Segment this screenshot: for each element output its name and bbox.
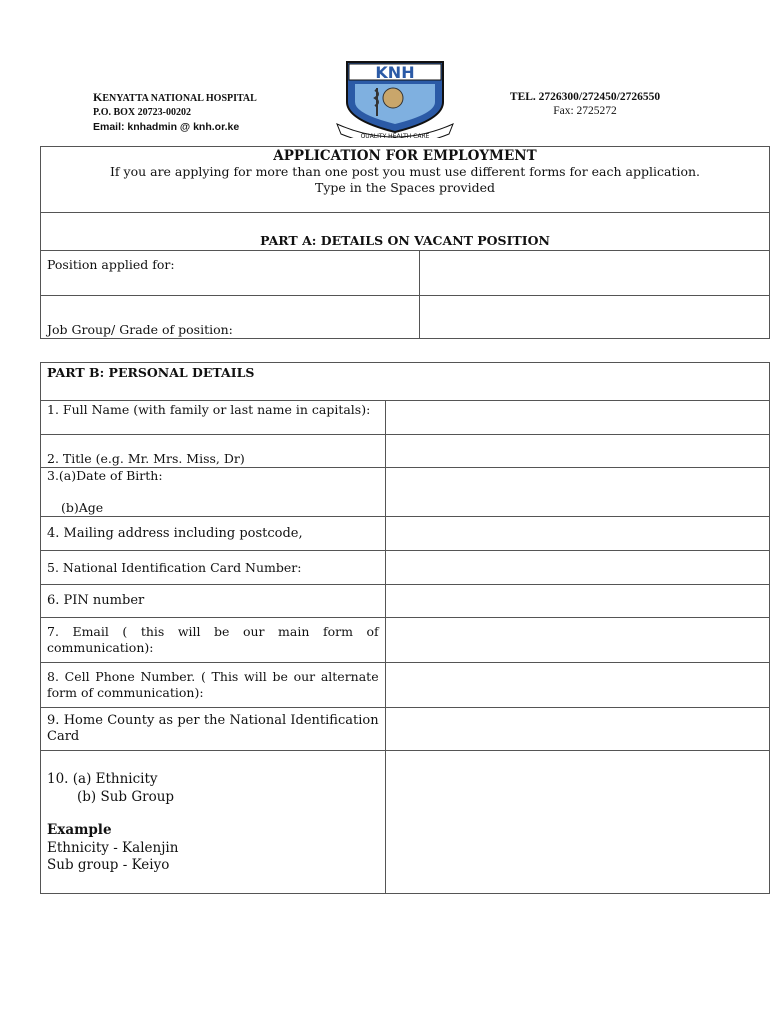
mailing-address-input[interactable] xyxy=(385,517,769,551)
position-input[interactable] xyxy=(420,251,770,296)
knh-logo xyxy=(335,58,455,138)
email-input[interactable] xyxy=(385,618,769,663)
ethnicity-input[interactable] xyxy=(385,751,769,894)
county-input[interactable] xyxy=(385,708,769,751)
pin-input[interactable] xyxy=(385,585,769,618)
hospital-email: Email: knhadmin @ knh.or.ke xyxy=(93,121,240,133)
cell-phone-label: 8. Cell Phone Number. ( This will be our alternate form of communication): xyxy=(41,663,386,708)
pin-label: 6. PIN number xyxy=(41,585,386,618)
contact-block xyxy=(500,90,670,118)
fax: Fax: 2725272 xyxy=(553,105,617,117)
position-label: Position applied for: xyxy=(41,251,420,296)
dob-label: 3.(a)Date of Birth: xyxy=(47,468,163,483)
age-label: (b)Age xyxy=(61,500,104,515)
form-instruction: If you are applying for more than one post you must use different forms for each application. xyxy=(109,164,701,179)
dob-age-label xyxy=(41,468,386,517)
po-box: P.O. BOX 20723-00202 xyxy=(93,107,191,118)
example-label: Example xyxy=(47,822,112,838)
part-a-heading: PART A: DETAILS ON VACANT POSITION xyxy=(41,213,770,251)
cell-phone-input[interactable] xyxy=(385,663,769,708)
form-header-table xyxy=(40,146,770,339)
part-b-heading: PART B: PERSONAL DETAILS xyxy=(41,363,770,401)
ethnicity-label-text: 10. (a) Ethnicity xyxy=(47,771,158,787)
ethnicity-label xyxy=(41,751,386,894)
telephone: TEL. 2726300/272450/2726550 xyxy=(509,91,661,103)
form-instruction-2: Type in the Spaces provided xyxy=(314,180,495,195)
form-title-cell xyxy=(41,147,770,213)
personal-details-table xyxy=(40,362,770,894)
example-subgroup: Sub group - Keiyo xyxy=(47,857,170,873)
full-name-input[interactable] xyxy=(385,401,769,435)
hospital-address-block xyxy=(93,90,257,134)
mailing-address-label: 4. Mailing address including postcode, xyxy=(41,517,386,551)
svg-text:KNH: KNH xyxy=(375,63,415,82)
svg-text:QUALITY HEALTH CARE: QUALITY HEALTH CARE xyxy=(360,133,430,138)
dob-age-input[interactable] xyxy=(385,468,769,517)
title-label: 2. Title (e.g. Mr. Mrs. Miss, Dr) xyxy=(41,435,386,468)
title-input[interactable] xyxy=(385,435,769,468)
grade-label: Job Group/ Grade of position: xyxy=(41,296,420,339)
subgroup-label: (b) Sub Group xyxy=(77,788,175,805)
grade-input[interactable] xyxy=(420,296,770,339)
county-label: 9. Home County as per the National Identification Card xyxy=(41,708,386,751)
national-id-input[interactable] xyxy=(385,551,769,585)
email-label: 7. Email ( this will be our main form of communication): xyxy=(41,618,386,663)
full-name-label: 1. Full Name (with family or last name in capitals): xyxy=(41,401,386,435)
national-id-label: 5. National Identification Card Number: xyxy=(41,551,386,585)
example-ethnicity: Ethnicity - Kalenjin xyxy=(47,839,179,856)
hospital-name: KENYATTA NATIONAL HOSPITAL xyxy=(93,90,257,104)
form-title: APPLICATION FOR EMPLOYMENT xyxy=(273,148,537,164)
